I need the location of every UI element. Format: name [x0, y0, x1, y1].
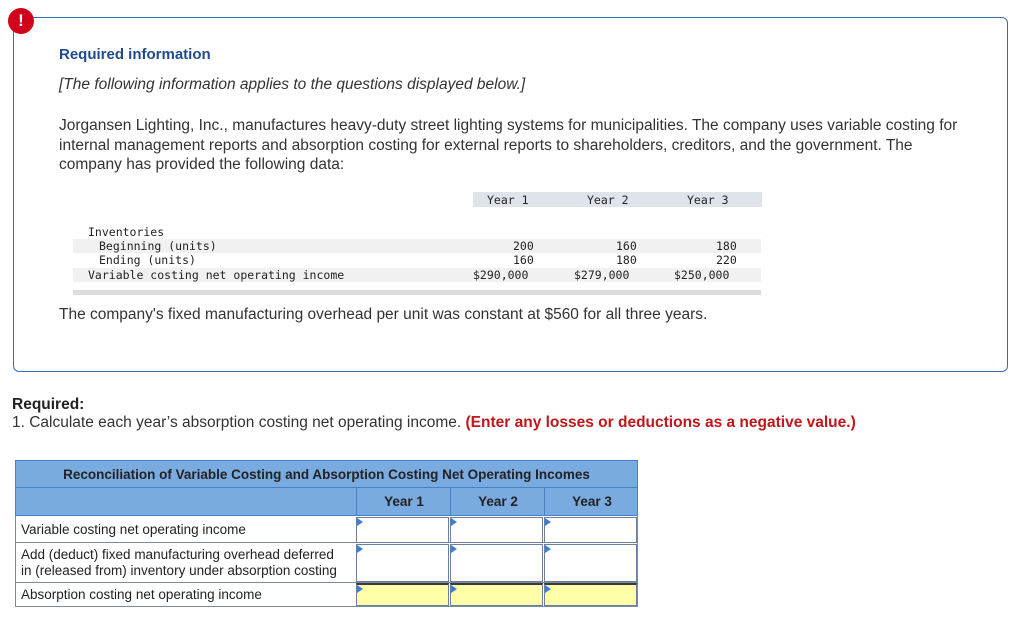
- data-section-label: Inventories: [88, 225, 165, 239]
- ac-noi-year-2-input[interactable]: [450, 583, 543, 606]
- data-value: $279,000: [574, 268, 630, 282]
- data-header-year-3: Year 3: [687, 193, 729, 207]
- recon-row-label-line-1: Add (deduct) fixed manufacturing overhead deferred: [21, 547, 334, 562]
- data-header-year-2: Year 2: [587, 193, 629, 207]
- data-value: $290,000: [473, 268, 529, 282]
- recon-row-ac-noi: [15, 583, 638, 607]
- data-row-label: Beginning (units): [99, 239, 217, 253]
- data-value: 200: [513, 239, 534, 253]
- data-row-beginning: [73, 239, 761, 253]
- data-value: 180: [716, 239, 737, 253]
- info-paragraph: Jorgansen Lighting, Inc., manufactures heavy-duty street lighting systems for municipalities. The company uses variable costing for internal management reports and absorption costing for external reports to shareholders, creditors, and the government. The company has provided the following data:: [59, 117, 958, 173]
- recon-row-fmoh-adjustment: [15, 543, 638, 583]
- required-question: [12, 414, 856, 432]
- data-value: 160: [513, 253, 534, 267]
- vc-noi-year-3-input[interactable]: [544, 517, 637, 543]
- alert-icon: !: [8, 8, 34, 34]
- recon-row-vc-noi: [15, 516, 638, 543]
- fixed-overhead-note: The company's fixed manufacturing overhead per unit was constant at $560 for all three years.: [59, 306, 708, 323]
- data-row-label: Variable costing net operating income: [88, 268, 345, 282]
- fmoh-adjustment-year-1-input[interactable]: [356, 544, 449, 582]
- fmoh-adjustment-year-3-input[interactable]: [544, 544, 637, 582]
- data-value: 180: [616, 253, 637, 267]
- fmoh-adjustment-year-2-input[interactable]: [450, 544, 543, 582]
- data-table-footer-bar: [73, 290, 761, 295]
- question-text: 1. Calculate each year’s absorption costing net operating income.: [12, 414, 462, 431]
- data-row-ending: [73, 253, 761, 267]
- recon-header-year-2: Year 2: [450, 488, 545, 515]
- vc-noi-year-2-input[interactable]: [450, 517, 543, 543]
- data-row-vc-noi: [73, 268, 761, 282]
- reconciliation-title: Reconciliation of Variable Costing and Absorption Costing Net Operating Incomes: [15, 460, 638, 488]
- data-header-year-1: Year 1: [487, 193, 529, 207]
- recon-row-label-line-2: in (released from) inventory under absorption costing: [21, 563, 337, 578]
- reconciliation-header-row: [15, 488, 638, 516]
- info-note: [The following information applies to the questions displayed below.]: [59, 76, 526, 93]
- data-value: 160: [616, 239, 637, 253]
- info-title: Required information: [59, 46, 211, 63]
- vc-noi-year-1-input[interactable]: [356, 517, 449, 543]
- data-value: 220: [716, 253, 737, 267]
- recon-header-year-1: Year 1: [356, 488, 451, 515]
- ac-noi-year-3-input[interactable]: [544, 583, 637, 606]
- required-label: Required:: [12, 396, 85, 413]
- recon-row-label: Absorption costing net operating income: [21, 587, 262, 602]
- recon-header-year-3: Year 3: [544, 488, 639, 515]
- data-row-label: Ending (units): [99, 253, 196, 267]
- recon-row-label: Variable costing net operating income: [21, 522, 246, 537]
- question-hint: (Enter any losses or deductions as a negative value.): [465, 414, 856, 431]
- ac-noi-year-1-input[interactable]: [356, 583, 449, 606]
- data-value: $250,000: [674, 268, 730, 282]
- data-row-section: [73, 225, 761, 239]
- required-information-panel: [13, 17, 1008, 372]
- data-table-header: [73, 192, 761, 207]
